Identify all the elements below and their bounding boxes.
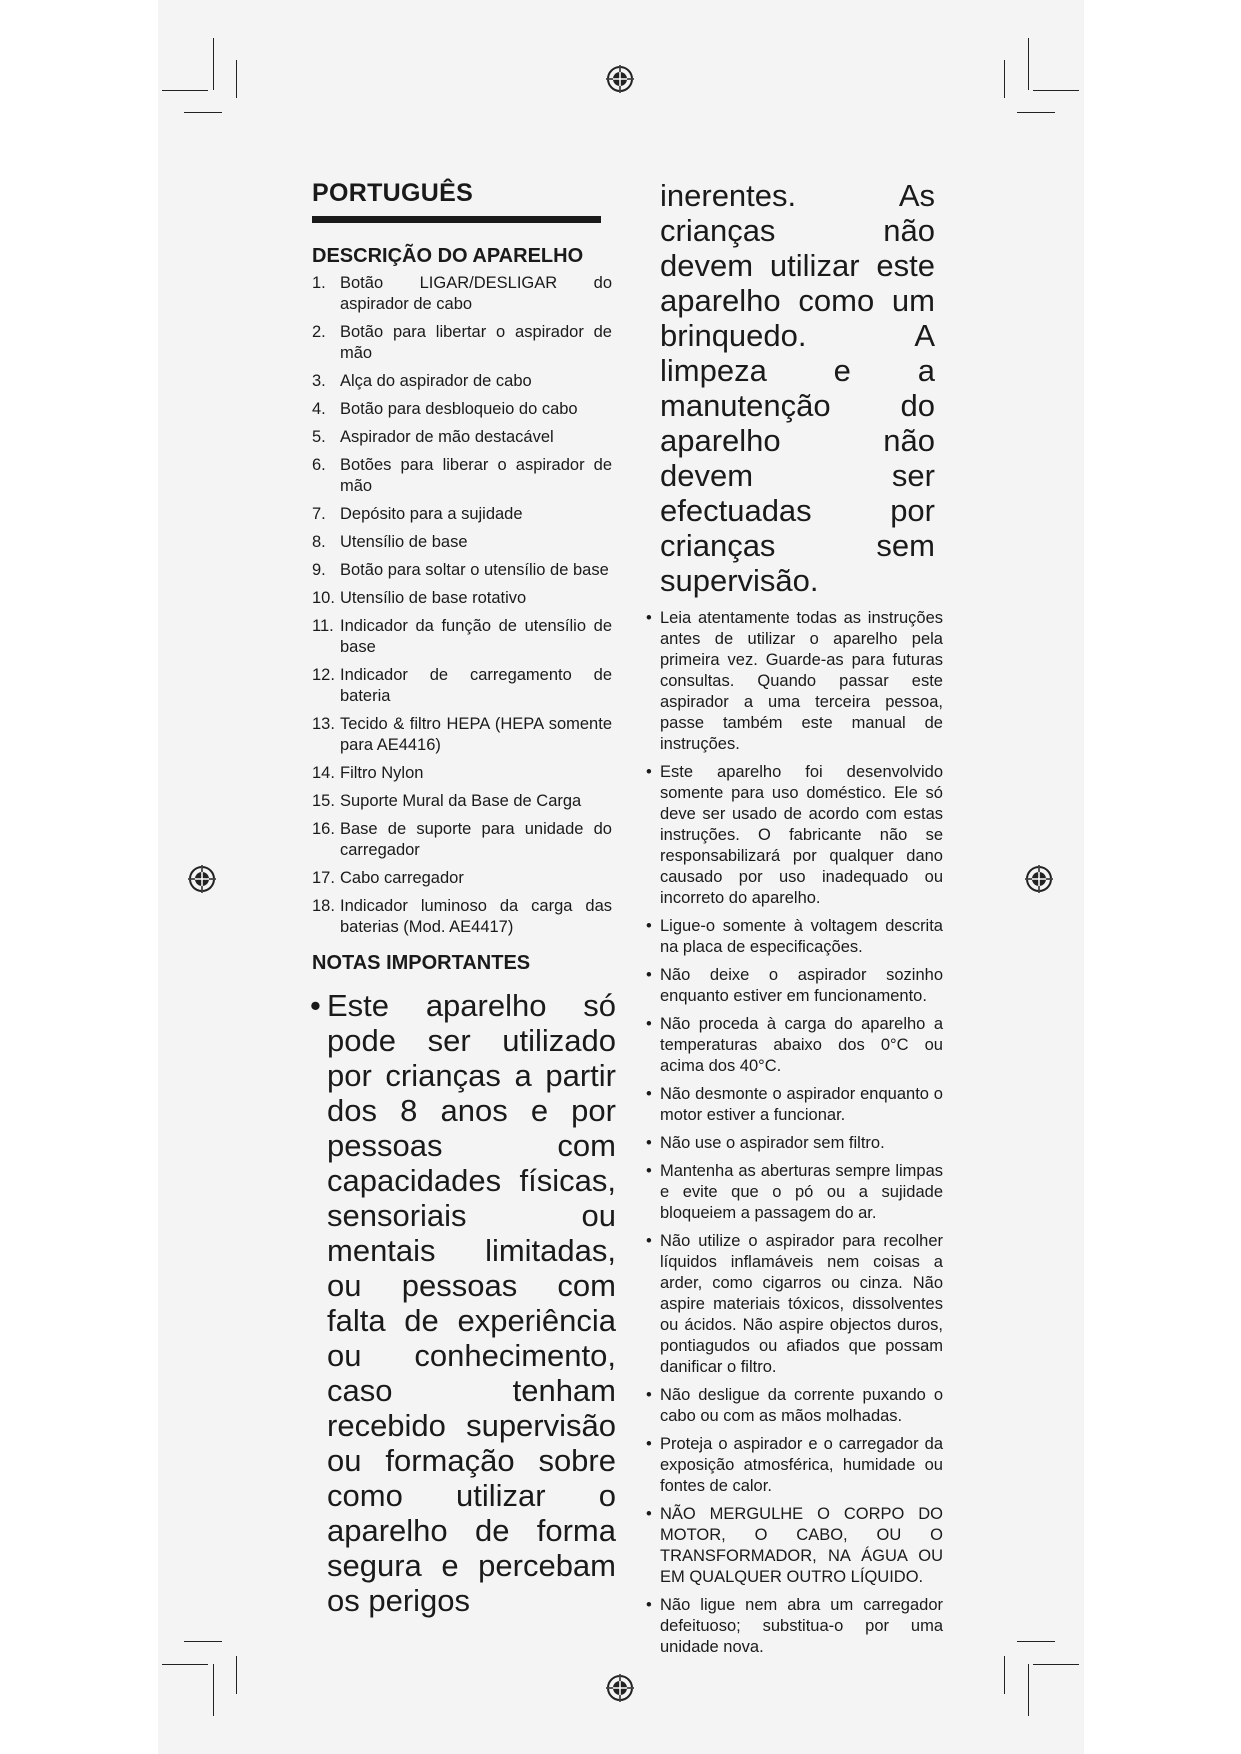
list-item: 2. Botão para libertar o aspirador de mão	[312, 323, 612, 362]
page-shade	[158, 0, 1084, 1754]
list-item: 17. Cabo carregador	[312, 869, 464, 887]
crop-mark	[236, 60, 237, 98]
crop-mark	[1033, 1664, 1079, 1665]
crop-mark	[1028, 38, 1029, 90]
list-item: 6. Botões para liberar o aspirador de mão	[312, 456, 612, 495]
title-rule	[312, 216, 601, 223]
list-item: 9. Botão para soltar o utensílio de base	[312, 561, 609, 579]
list-item: 11. Indicador da função de utensílio de base	[312, 617, 612, 656]
children-warning-text: Este aparelho só pode ser utilizado por crianças a partir dos 8 anos e por pessoas com capacidades físicas, sensoriais ou mentais limitadas, ou pessoas com falta de experiência ou conhecimento, caso tenham recebido supervisão ou formação sobre como utilizar o aparelho de forma segura e percebam os perigos	[327, 988, 616, 1618]
list-item: • Ligue-o somente à voltagem descrita na placa de especificações.	[646, 917, 943, 956]
registration-mark-icon	[605, 64, 635, 94]
language-title: PORTUGUÊS	[312, 179, 474, 207]
list-item: 18. Indicador luminoso da carga das baterias (Mod. AE4417)	[312, 897, 612, 936]
list-item: • NÃO MERGULHE O CORPO DO MOTOR, O CABO, OU O TRANSFORMADOR, NA ÁGUA OU EM QUALQUER OUTRO LÍQUIDO.	[646, 1505, 943, 1586]
list-item: 14. Filtro Nylon	[312, 764, 424, 782]
registration-mark-icon	[605, 1673, 635, 1703]
notes-heading: NOTAS IMPORTANTES	[312, 952, 531, 974]
parts-list	[312, 273, 612, 938]
list-item: 7. Depósito para a sujidade	[312, 505, 523, 523]
list-item: 4. Botão para desbloqueio do cabo	[312, 400, 578, 418]
crop-mark	[1028, 1664, 1029, 1716]
list-item: 5. Aspirador de mão destacável	[312, 428, 554, 446]
list-item: 1. Botão LIGAR/DESLIGAR do aspirador de cabo	[312, 274, 612, 313]
list-item: 16. Base de suporte para unidade do carregador	[312, 820, 612, 859]
list-item: • Não desmonte o aspirador enquanto o motor estiver a funcionar.	[646, 1085, 943, 1124]
registration-mark-icon	[1024, 864, 1054, 894]
crop-mark	[184, 1641, 222, 1642]
list-item: 3. Alça do aspirador de cabo	[312, 372, 532, 390]
list-item: 15. Suporte Mural da Base de Carga	[312, 792, 582, 810]
crop-mark	[1017, 1641, 1055, 1642]
crop-mark	[1004, 1656, 1005, 1694]
crop-mark	[1017, 112, 1055, 113]
list-item: • Não utilize o aspirador para recolher líquidos inflamáveis nem coisas a arder, como cigarros ou cinza. Não aspire materiais tóxicos, dissolventes ou ácidos. Não aspire objectos duros, pontiagudos ou afiados que possam danificar o filtro.	[646, 1232, 943, 1376]
children-warning-continued: inerentes. As crianças não devem utilizar este aparelho como um brinquedo. A limpeza e a manutenção do aparelho não devem ser efectuadas por crianças sem supervisão.	[660, 178, 935, 598]
right-column	[646, 178, 943, 1665]
list-item: • Não use o aspirador sem filtro.	[646, 1134, 885, 1152]
crop-mark	[213, 38, 214, 90]
list-item: • Não proceda à carga do aparelho a temperaturas abaixo dos 0°C ou acima dos 40°C.	[646, 1015, 943, 1075]
safety-bullet-list	[646, 608, 943, 1658]
crop-mark	[184, 112, 222, 113]
list-item: • Mantenha as aberturas sempre limpas e evite que o pó ou a sujidade bloqueiem a passagem do ar.	[646, 1162, 943, 1222]
list-item: • Não desligue da corrente puxando o cabo ou com as mãos molhadas.	[646, 1386, 943, 1425]
crop-mark	[162, 1664, 208, 1665]
list-item: 13. Tecido & filtro HEPA (HEPA somente para AE4416)	[312, 715, 612, 754]
list-item: 10. Utensílio de base rotativo	[312, 589, 527, 607]
description-heading: DESCRIÇÃO DO APARELHO	[312, 245, 584, 267]
list-item: • Proteja o aspirador e o carregador da exposição atmosférica, humidade ou fontes de calor.	[646, 1435, 943, 1495]
crop-mark	[162, 90, 208, 91]
bullet-mark: •	[310, 988, 321, 1023]
list-item: • Não ligue nem abra um carregador defeituoso; substitua-o por uma unidade nova.	[646, 1596, 943, 1656]
crop-mark	[236, 1656, 237, 1694]
list-item: • Este aparelho foi desenvolvido somente para uso doméstico. Ele só deve ser usado de acordo com estas instruções. O fabricante não se responsabilizará por qualquer dano causado por uso inadequado ou incorreto do aparelho.	[646, 763, 943, 907]
left-column	[310, 178, 616, 1618]
crop-mark	[1033, 90, 1079, 91]
list-item: 12. Indicador de carregamento de bateria	[312, 666, 612, 705]
crop-mark	[213, 1664, 214, 1716]
list-item: • Leia atentamente todas as instruções antes de utilizar o aparelho pela primeira vez. Guarde-as para futuras consultas. Quando passar este aspirador a uma terceira pessoa, passe também este manual de instruções.	[646, 609, 943, 753]
crop-mark	[1004, 60, 1005, 98]
children-warning-paragraph	[312, 988, 616, 1618]
list-item: • Não deixe o aspirador sozinho enquanto estiver em funcionamento.	[646, 966, 943, 1005]
registration-mark-icon	[187, 864, 217, 894]
list-item: 8. Utensílio de base	[312, 533, 468, 551]
